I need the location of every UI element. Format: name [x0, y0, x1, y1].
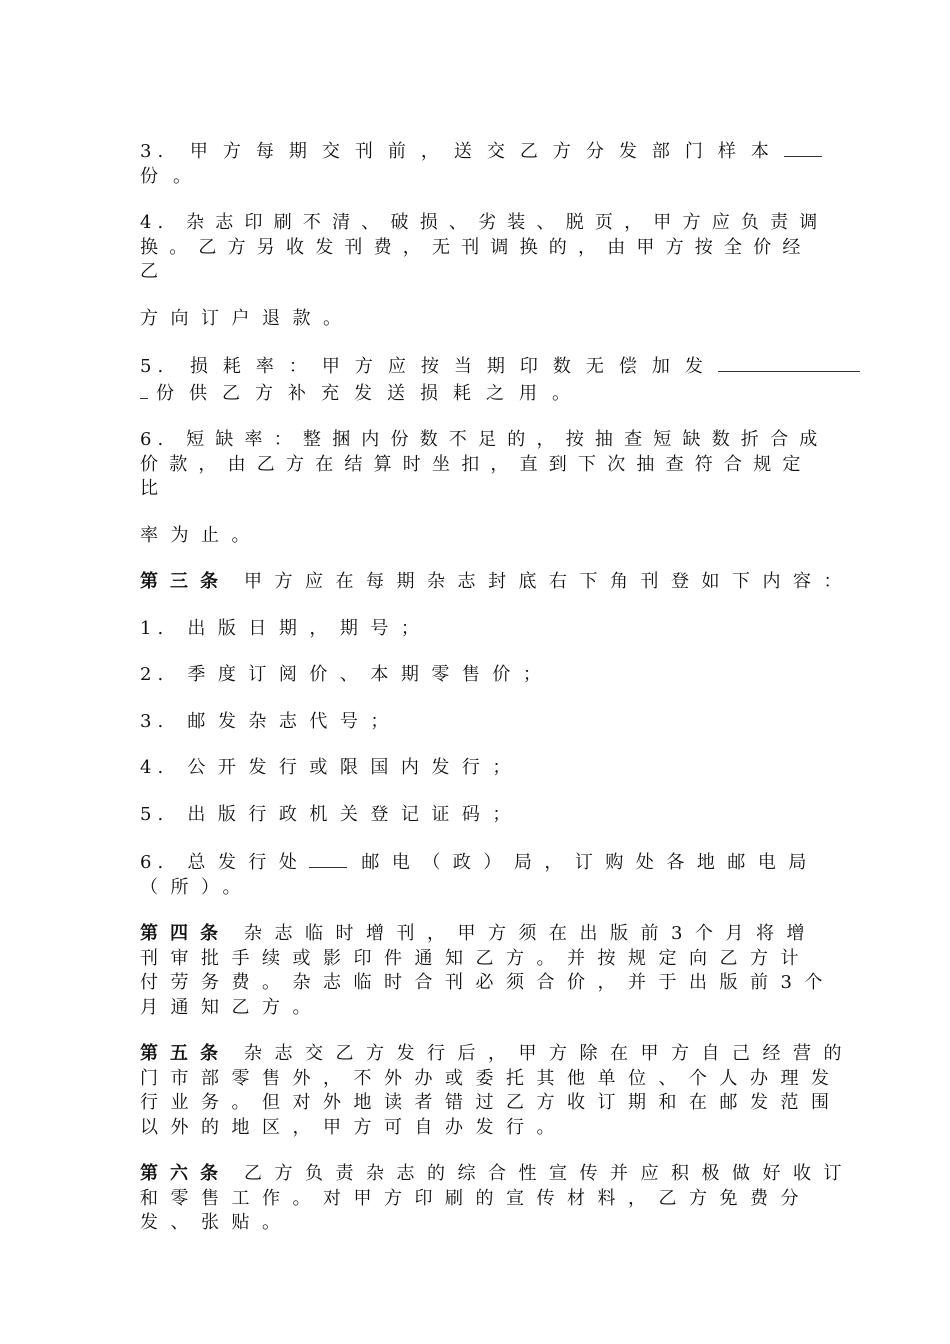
article-text: 甲方应在每期杂志封底右下角刊登如下内容：	[244, 571, 854, 592]
article-3-item-5	[140, 803, 860, 828]
clause-5-loss-rate	[140, 353, 860, 406]
clause-text: 率为止。	[140, 524, 262, 546]
article-heading: 第六条	[140, 1163, 230, 1184]
article-text: 杂志交乙方发行后，甲方除在甲方自己经营的门市部零售外，不外办或委托其他单位、个人办理发行业务。但对外地读者错过乙方收订期和在邮发范围以外的地区，甲方可自办发行。	[140, 1043, 854, 1138]
clause-text: 杂志印刷不清、破损、劣装、脱页，甲方应负责调换。乙方另收发刊费，无刊调换的，由甲方按全价经乙	[140, 212, 829, 282]
list-text: 出版日期，期号；	[187, 617, 432, 639]
article-text: 杂志临时增刊，甲方须在出版前3个月将增刊审批手续或影印件通知乙方。并按规定向乙方计付劳务费。杂志临时合刊必须合价，并于出版前3个月通知乙方。	[140, 923, 835, 1018]
fill-in-blank	[784, 138, 822, 157]
article-5	[140, 1042, 860, 1140]
fill-in-blank	[309, 849, 347, 868]
article-heading: 第四条	[140, 923, 230, 944]
item-number: 3.	[140, 710, 170, 732]
fill-in-blank	[140, 380, 148, 399]
clause-6-shortage-rate	[140, 428, 840, 502]
clause-4-continued	[140, 307, 860, 332]
clause-3-samples	[140, 138, 860, 189]
list-text: 总发行处	[187, 852, 310, 873]
article-3-item-4	[140, 756, 860, 781]
clause-4-defects	[140, 211, 840, 285]
article-3-item-1	[140, 617, 860, 642]
contract-page	[140, 138, 860, 1258]
item-number: 5.	[140, 356, 170, 377]
item-number: 6.	[140, 429, 170, 450]
article-4	[140, 922, 840, 1020]
clause-text: 份供乙方补充发送损耗之用。	[156, 382, 585, 404]
item-number: 6.	[140, 852, 170, 873]
article-heading: 第五条	[140, 1043, 230, 1064]
list-text: 季度订阅价、本期零售价；	[187, 664, 554, 685]
article-6	[140, 1162, 860, 1236]
clause-text: 损耗率：甲方应按当期印数无偿加发	[189, 356, 718, 377]
list-text: 邮发杂志代号；	[187, 710, 401, 732]
item-number: 4.	[140, 757, 170, 778]
article-3	[140, 570, 860, 595]
clause-text: 短缺率：整捆内份数不足的，按抽查短缺数折合成价款，由乙方在结算时坐扣，直到下次抽查符合规定比	[140, 429, 829, 499]
article-text: 乙方负责杂志的综合性宣传并应积极做好收订和零售工作。对甲方印刷的宣传材料，乙方免费分发、张贴。	[140, 1163, 854, 1233]
article-3-item-6	[140, 849, 840, 900]
fill-in-blank	[718, 353, 860, 372]
article-3-item-2	[140, 663, 860, 688]
article-heading: 第三条	[140, 571, 230, 592]
clause-6-continued	[140, 524, 860, 549]
list-text: 出版行政机关登记证码；	[187, 803, 523, 825]
article-3-item-3	[140, 710, 860, 735]
item-number: 4.	[140, 212, 170, 233]
clause-text: 方向订户退款。	[140, 307, 354, 329]
item-number: 1.	[140, 617, 170, 639]
list-text: 邮电（政）局，订购处各地邮电局（所）。	[140, 852, 819, 898]
clause-text: 甲方每期交刊前，送交乙方分发部门样本	[189, 141, 784, 162]
item-number: 5.	[140, 803, 170, 825]
clause-text: 份。	[140, 165, 206, 187]
list-text: 公开发行或限国内发行；	[187, 757, 523, 778]
item-number: 2.	[140, 664, 170, 685]
item-number: 3.	[140, 141, 170, 162]
